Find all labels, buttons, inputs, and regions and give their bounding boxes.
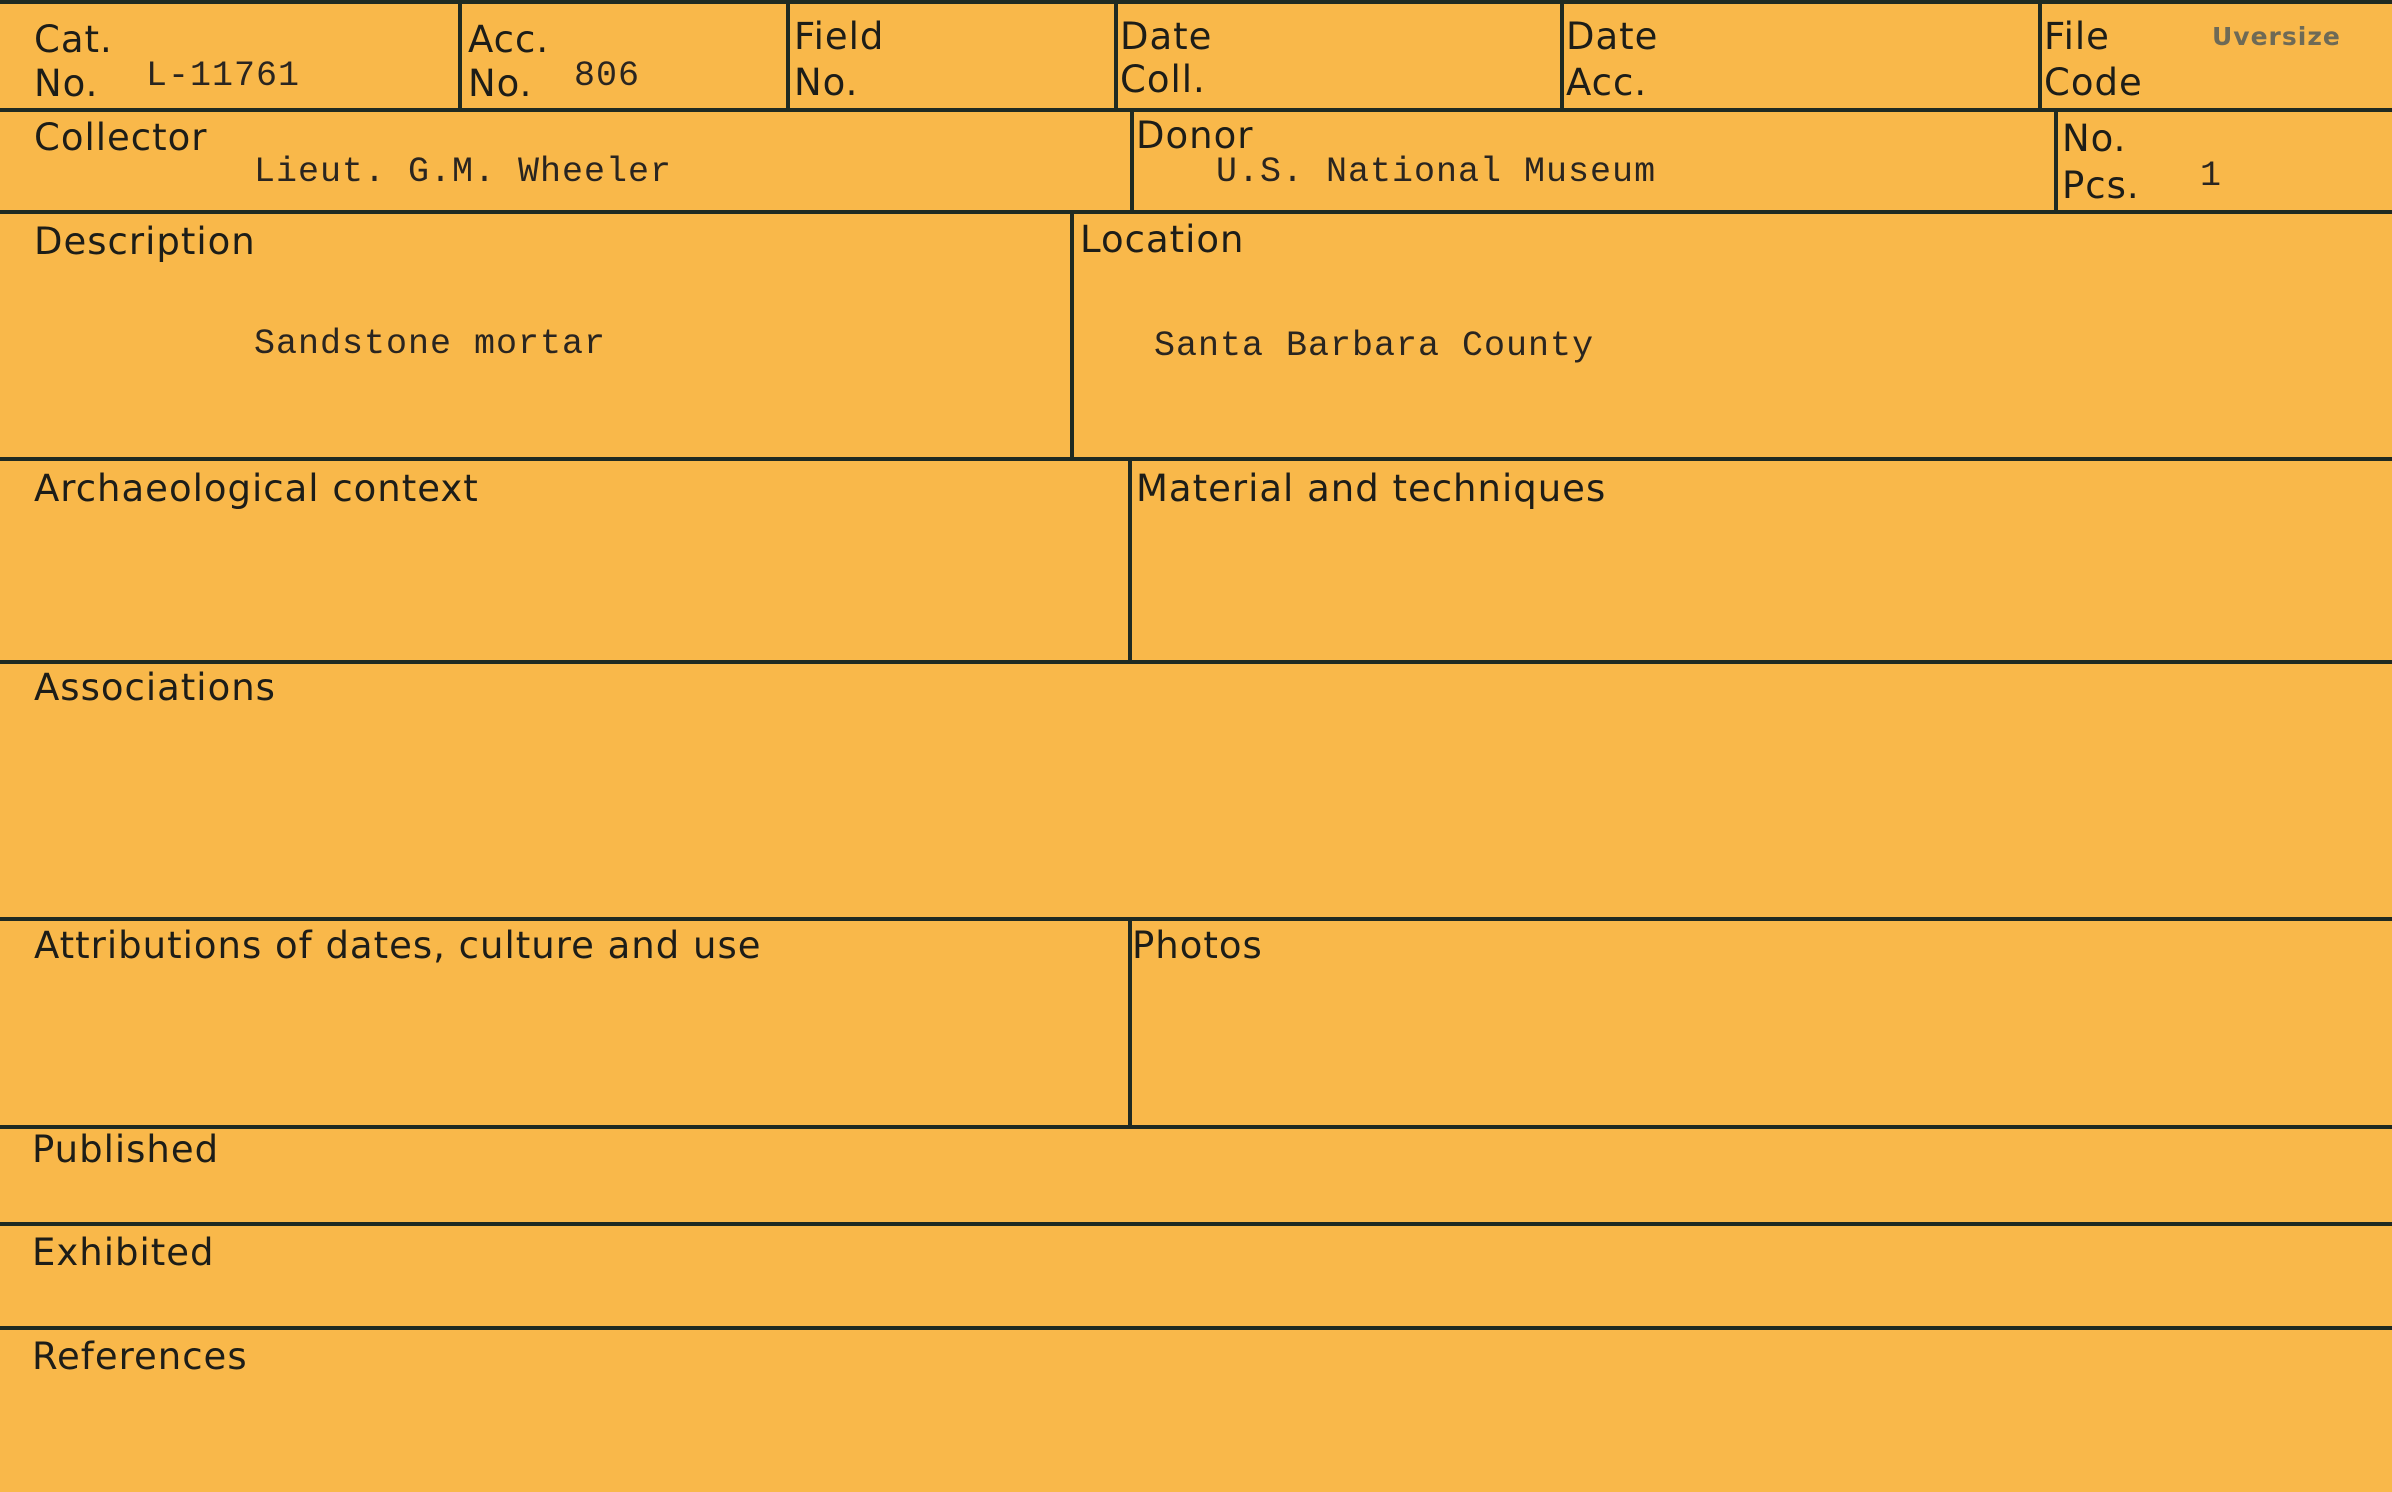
location-label: Location <box>1080 218 1245 261</box>
date-coll-label-line1: Date <box>1120 15 1213 58</box>
rule-col-file <box>2038 0 2042 110</box>
collector-label: Collector <box>34 116 208 159</box>
no-pcs-label-line1: No. <box>2062 117 2127 160</box>
rule-row6 <box>0 1125 2392 1129</box>
acc-no-label: No. <box>468 62 533 105</box>
no-pcs-label-line2: Pcs. <box>2062 164 2140 207</box>
file-label: File <box>2044 15 2110 58</box>
associations-label: Associations <box>34 666 276 709</box>
archaeological-context-label: Archaeological context <box>34 467 479 510</box>
published-label: Published <box>32 1128 220 1171</box>
description-label: Description <box>34 220 256 263</box>
rule-row4 <box>0 660 2392 664</box>
material-techniques-label: Material and techniques <box>1136 467 1607 510</box>
date-acc-label-line1: Date <box>1566 15 1659 58</box>
rule-top <box>0 0 2392 4</box>
rule-col-location <box>1070 210 1074 459</box>
oversize-stamp: Uversize <box>2212 22 2341 51</box>
exhibited-label: Exhibited <box>32 1231 215 1274</box>
rule-col-dateacc <box>1560 0 1564 110</box>
rule-row2 <box>0 210 2392 214</box>
rule-col-datecoll <box>1114 0 1118 110</box>
rule-col-field <box>786 0 790 110</box>
rule-col-donor <box>1130 108 1134 212</box>
cat-label: Cat. <box>34 18 113 61</box>
donor-value: U.S. National Museum <box>1216 152 1657 192</box>
rule-col-acc <box>458 0 462 110</box>
field-no-label: No. <box>794 61 859 104</box>
donor-label: Donor <box>1136 114 1254 157</box>
cat-no-label: No. <box>34 62 99 105</box>
date-acc-label-line2: Acc. <box>1566 61 1648 104</box>
references-label: References <box>32 1335 248 1378</box>
code-label: Code <box>2044 61 2143 104</box>
rule-col-material <box>1128 457 1132 662</box>
rule-row5 <box>0 917 2392 921</box>
rule-row7 <box>0 1222 2392 1226</box>
rule-row1 <box>0 108 2392 112</box>
date-coll-label-line2: Coll. <box>1120 58 1206 101</box>
cat-number: L-11761 <box>146 56 301 96</box>
rule-row3 <box>0 457 2392 461</box>
field-label: Field <box>794 15 885 58</box>
rule-col-pcs <box>2054 108 2058 212</box>
description-value: Sandstone mortar <box>254 324 607 364</box>
acc-label: Acc. <box>468 18 550 61</box>
rule-row8 <box>0 1326 2392 1330</box>
acc-number: 806 <box>574 56 641 96</box>
photos-label: Photos <box>1132 924 1263 967</box>
attributions-label: Attributions of dates, culture and use <box>34 924 762 967</box>
location-value: Santa Barbara County <box>1154 326 1595 366</box>
pieces-count: 1 <box>2200 156 2223 196</box>
collector-value: Lieut. G.M. Wheeler <box>254 152 673 192</box>
